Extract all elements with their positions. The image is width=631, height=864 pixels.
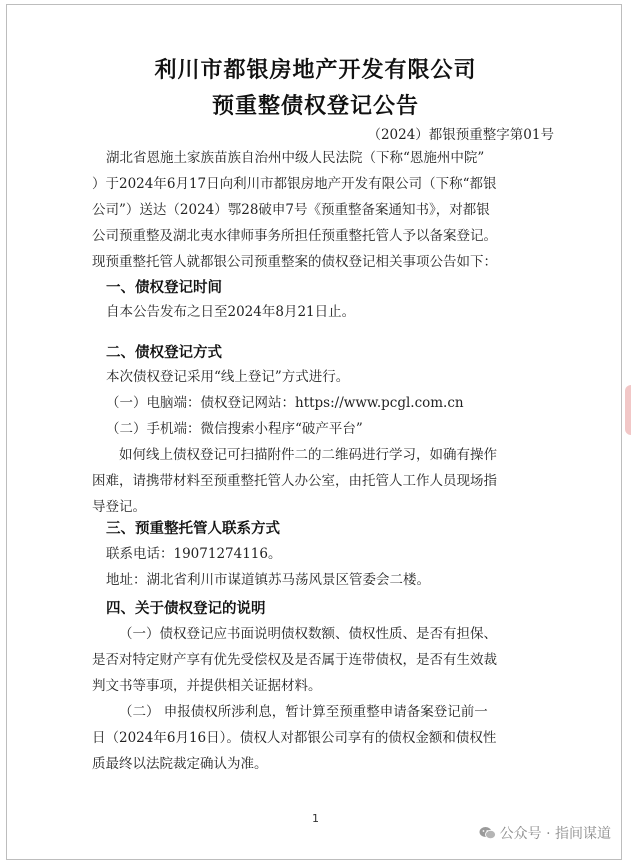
watermark	[479, 823, 611, 843]
section-heading: 一、债权登记时间	[106, 279, 222, 296]
intro-line: 公司”）送达（2024）鄂28破申7号《预重整备案通知书》，对都银	[92, 202, 490, 218]
intro-line: 现预重整托管人就都银公司预重整案的债权登记相关事项公告如下：	[92, 254, 497, 270]
section-line: （一）电脑端：债权登记网站：https://www.pcgl.com.cn	[106, 395, 464, 411]
intro-line: ）于2024年6月17日向利川市都银房地产开发有限公司（下称“都银	[92, 176, 497, 192]
intro-line: 公司预重整及湖北夷水律师事务所担任预重整托管人予以备案登记。	[92, 228, 497, 244]
intro-line: 湖北省恩施土家族苗族自治州中级人民法院（下称“恩施州中院”	[106, 150, 485, 166]
watermark-text: 公众号 · 指间谋道	[499, 826, 611, 842]
section-line: 地址：湖北省利川市谋道镇苏马荡风景区管委会二楼。	[106, 572, 430, 588]
document-title: 利川市都银房地产开发有限公司	[154, 57, 477, 83]
section-heading: 三、预重整托管人联系方式	[106, 520, 280, 537]
edge-marker	[625, 385, 631, 435]
section-line: 判文书等事项，并提供相关证据材料。	[92, 678, 322, 694]
section-line: 困难，请携带材料至预重整托管人办公室，由托管人工作人员现场指	[92, 473, 497, 489]
section-line: 是否对特定财产享有优先受偿权及是否属于连带债权，是否有生效裁	[92, 652, 497, 668]
section-line: 日（2024年6月16日）。债权人对都银公司享有的债权金额和债权性	[92, 730, 497, 746]
section-line: （一）债权登记应书面说明债权数额、债权性质、是否有担保、	[119, 626, 497, 642]
section-line: 联系电话：19071274116。	[106, 546, 282, 562]
document-subtitle: 预重整债权登记公告	[211, 93, 419, 119]
section-line: 本次债权登记采用“线上登记”方式进行。	[106, 369, 350, 385]
document-number: （2024）都银预重整字第01号	[367, 127, 554, 143]
section-heading: 二、债权登记方式	[106, 344, 222, 361]
section-line: 质最终以法院裁定确认为准。	[92, 756, 268, 772]
section-line: （二）手机端：微信搜索小程序“破产平台”	[106, 421, 363, 437]
section-line: 自本公告发布之日至2024年8月21日止。	[106, 304, 356, 320]
wechat-icon	[479, 826, 496, 840]
page-number: 1	[312, 812, 319, 825]
section-line: （二） 申报债权所涉利息，暂计算至预重整申请备案登记前一	[119, 704, 488, 720]
section-line: 导登记。	[92, 499, 146, 515]
section-line: 如何线上债权登记可扫描附件二的二维码进行学习，如确有操作	[119, 447, 497, 463]
section-heading: 四、关于债权登记的说明	[106, 600, 266, 617]
